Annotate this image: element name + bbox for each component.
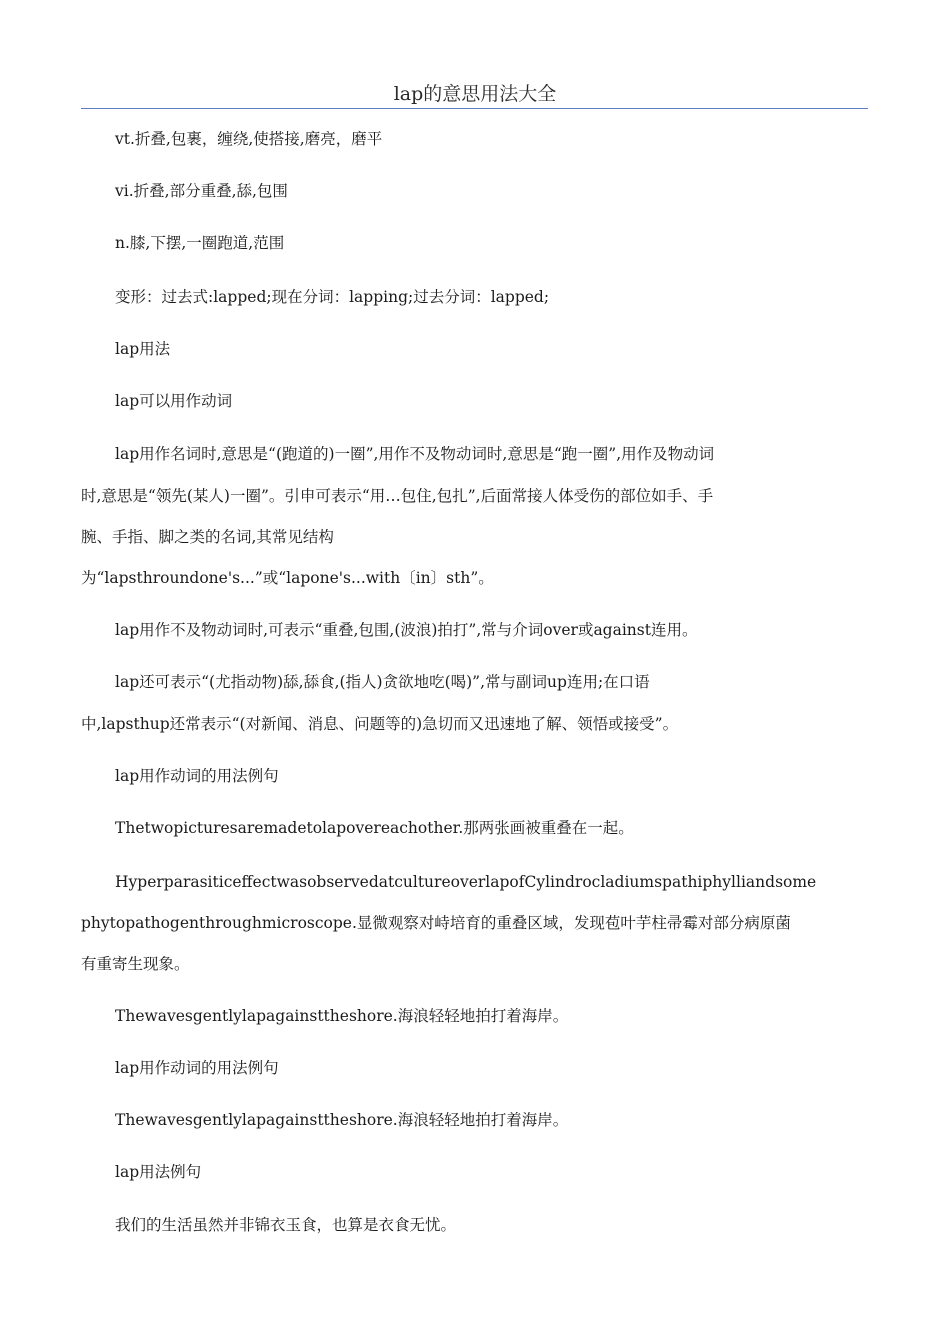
section-heading: lap用作动词的用法例句 — [115, 767, 279, 785]
paragraph-line: 腕、手指、脚之类的名词,其常见结构 — [81, 528, 334, 546]
paragraph-line: lap还可表示“(尤指动物)舔,舔食,(指人)贪欲地吃(喝)”,常与副词up连用;在口语 — [115, 673, 650, 691]
example-sentence: Thetwopicturesaremadetolapovereachother.那两张画被重叠在一起。 — [115, 819, 634, 837]
section-heading: lap用法 — [115, 340, 171, 358]
section-heading: lap用作动词的用法例句 — [115, 1059, 279, 1077]
paragraph-line: 中,lapsthup还常表示“(对新闻、消息、问题等的)急切而又迅速地了解、领悟或接受”。 — [81, 715, 679, 733]
paragraph: lap用作不及物动词时,可表示“重叠,包围,(波浪)拍打”,常与介词over或against连用。 — [115, 621, 698, 639]
definition-vi: vi.折叠,部分重叠,舔,包围 — [115, 182, 288, 200]
section-heading: lap用法例句 — [115, 1163, 202, 1181]
example-sentence: Thewavesgentlylapagainsttheshore.海浪轻轻地拍打着海岸。 — [115, 1007, 569, 1025]
paragraph-line: lap用作名词时,意思是“(跑道的)一圈”,用作不及物动词时,意思是“跑一圈”,用作及物动词 — [115, 445, 715, 463]
page-title: lap的意思用法大全 — [393, 83, 557, 105]
example-sentence-line: 有重寄生现象。 — [81, 955, 190, 973]
example-sentence-line: HyperparasiticeffectwasobservedatcultureoverlapofCylindrocladiumspathiphylliandsome — [115, 873, 817, 891]
example-sentence-line: phytopathogenthroughmicroscope.显微观察对峙培育的重叠区域，发现苞叶芋柱帚霉对部分病原菌 — [81, 914, 791, 932]
definition-n: n.膝,下摆,一圈跑道,范围 — [115, 234, 285, 252]
header-divider — [81, 108, 868, 109]
paragraph-line: 为“lapsthroundone's...”或“lapone's...with〔in〕sth”。 — [81, 569, 494, 587]
paragraph: lap可以用作动词 — [115, 392, 233, 410]
paragraph-line: 时,意思是“领先(某人)一圈”。引申可表示“用…包住,包扎”,后面常接人体受伤的部位如手、手 — [81, 487, 714, 505]
word-forms: 变形：过去式:lapped;现在分词：lapping;过去分词：lapped; — [115, 288, 550, 306]
definition-vt: vt.折叠,包裹，缠绕,使搭接,磨亮，磨平 — [115, 130, 383, 148]
example-sentence: Thewavesgentlylapagainsttheshore.海浪轻轻地拍打着海岸。 — [115, 1111, 569, 1129]
example-sentence: 我们的生活虽然并非锦衣玉食，也算是衣食无忧。 — [115, 1216, 457, 1234]
